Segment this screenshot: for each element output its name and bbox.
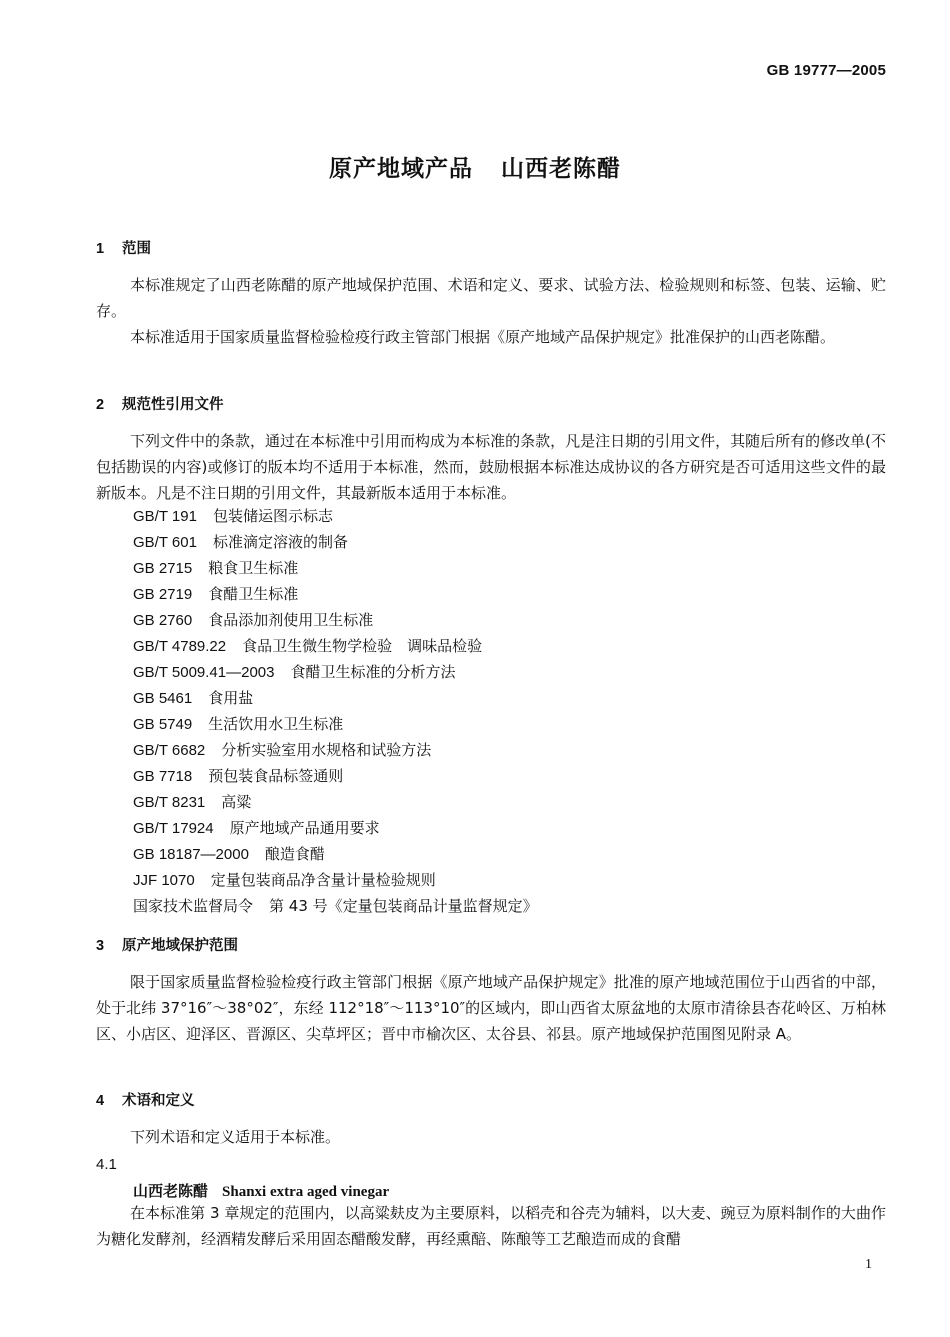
term-definition: 在本标准第 3 章规定的范围内，以高粱麸皮为主要原料，以稻壳和谷壳为辅料，以大麦、豌豆为原料制作的大曲作为糖化发酵剂，经酒精发酵后采用固态醋酸发酵，再经熏醅、陈酿等工艺酿造而成的食醋 xyxy=(96,1204,886,1248)
reference-code: GB 5749 xyxy=(133,716,193,733)
reference-item xyxy=(133,633,538,659)
reference-code: GB 2719 xyxy=(133,586,193,603)
reference-item xyxy=(133,893,538,919)
reference-code: GB/T 6682 xyxy=(133,742,206,759)
reference-code: GB 18187—2000 xyxy=(133,846,249,863)
reference-item xyxy=(133,815,538,841)
title-product-type: 原产地域产品 xyxy=(329,156,473,182)
section-title: 规范性引用文件 xyxy=(122,397,224,413)
reference-title: 第 43 号《定量包装商品计量监督规定》 xyxy=(269,897,538,915)
section-4-heading xyxy=(96,1089,195,1110)
protection-area-paragraph: 限于国家质量监督检验检疫行政主管部门根据《原产地域产品保护规定》批准的原产地域范围位于山西省的中部，处于北纬 37°16″～38°02″，东经 112°18″～113°10″的区域内，即山西省太原盆地的太原市清徐县杏花岭区、万柏林区、小店区、迎泽区、晋源区、尖草坪区；晋中市榆次区、太谷县、祁县。原产地域保护范围图见附录 A。 xyxy=(96,973,886,1043)
reference-code: 国家技术监督局令 xyxy=(133,898,254,915)
reference-item xyxy=(133,529,538,555)
reference-item xyxy=(133,581,538,607)
reference-title: 食醋卫生标准 xyxy=(208,585,299,603)
reference-code: GB 2760 xyxy=(133,612,193,629)
reference-item xyxy=(133,763,538,789)
reference-code: GB 2715 xyxy=(133,560,193,577)
section-number: 3 xyxy=(96,938,105,954)
reference-title: 食品卫生微生物学检验 调味品检验 xyxy=(242,637,483,655)
reference-title: 标准滴定溶液的制备 xyxy=(212,533,348,551)
reference-item xyxy=(133,555,538,581)
reference-item xyxy=(133,503,538,529)
reference-title: 酿造食醋 xyxy=(264,845,325,863)
reference-title: 包装储运图示标志 xyxy=(212,507,333,525)
section-title: 术语和定义 xyxy=(122,1093,195,1109)
section-number: 2 xyxy=(96,397,105,413)
reference-title: 食品添加剂使用卫生标准 xyxy=(208,611,374,629)
reference-code: GB 7718 xyxy=(133,768,193,785)
section-number: 4 xyxy=(96,1093,105,1109)
reference-title: 食用盐 xyxy=(208,689,254,707)
reference-code: JJF 1070 xyxy=(133,872,195,889)
document-title xyxy=(0,150,950,183)
term-english: Shanxi extra aged vinegar xyxy=(222,1184,390,1200)
section-title: 原产地域保护范围 xyxy=(122,938,238,954)
section-number: 1 xyxy=(96,241,105,257)
reference-item xyxy=(133,685,538,711)
reference-title: 食醋卫生标准的分析方法 xyxy=(290,663,456,681)
reference-item xyxy=(133,841,538,867)
scope-paragraph-1: 本标准规定了山西老陈醋的原产地域保护范围、术语和定义、要求、试验方法、检验规则和标签、包装、运输、贮存。 xyxy=(96,276,886,320)
reference-code: GB/T 17924 xyxy=(133,820,214,837)
reference-item xyxy=(133,737,538,763)
page-number: 1 xyxy=(865,1257,872,1272)
reference-code: GB/T 191 xyxy=(133,508,197,525)
normative-references-intro: 下列文件中的条款，通过在本标准中引用而构成为本标准的条款，凡是注日期的引用文件，其随后所有的修改单(不包括勘误的内容)或修订的版本均不适用于本标准，然而，鼓励根据本标准达成协议的各方研究是否可适用这些文件的最新版本。凡是不注日期的引用文件，其最新版本适用于本标准。 xyxy=(96,432,886,502)
section-3-heading xyxy=(96,934,238,955)
terms-intro: 下列术语和定义适用于本标准。 xyxy=(130,1128,341,1146)
reference-item xyxy=(133,789,538,815)
reference-item xyxy=(133,867,538,893)
term-chinese: 山西老陈醋 xyxy=(133,1182,209,1200)
reference-title: 生活饮用水卫生标准 xyxy=(208,715,344,733)
reference-item xyxy=(133,711,538,737)
reference-title: 粮食卫生标准 xyxy=(208,559,299,577)
clause-number: 4.1 xyxy=(96,1156,117,1173)
scope-paragraph-2: 本标准适用于国家质量监督检验检疫行政主管部门根据《原产地域产品保护规定》批准保护的山西老陈醋。 xyxy=(130,328,836,346)
reference-title: 高粱 xyxy=(221,793,252,811)
reference-title: 分析实验室用水规格和试验方法 xyxy=(221,741,432,759)
reference-item xyxy=(133,659,538,685)
section-title: 范围 xyxy=(122,241,151,257)
reference-code: GB/T 601 xyxy=(133,534,197,551)
reference-item xyxy=(133,607,538,633)
reference-code: GB/T 4789.22 xyxy=(133,638,227,655)
normative-references-list xyxy=(133,503,538,919)
term-heading xyxy=(133,1180,389,1201)
reference-title: 预包装食品标签通则 xyxy=(208,767,344,785)
reference-title: 原产地域产品通用要求 xyxy=(229,819,380,837)
reference-code: GB/T 5009.41—2003 xyxy=(133,664,275,681)
reference-code: GB 5461 xyxy=(133,690,193,707)
reference-code: GB/T 8231 xyxy=(133,794,206,811)
standard-number: GB 19777—2005 xyxy=(766,62,886,79)
section-1-heading xyxy=(96,237,151,258)
title-product-name: 山西老陈醋 xyxy=(501,156,621,182)
reference-title: 定量包装商品净含量计量检验规则 xyxy=(210,871,436,889)
section-2-heading xyxy=(96,393,224,414)
